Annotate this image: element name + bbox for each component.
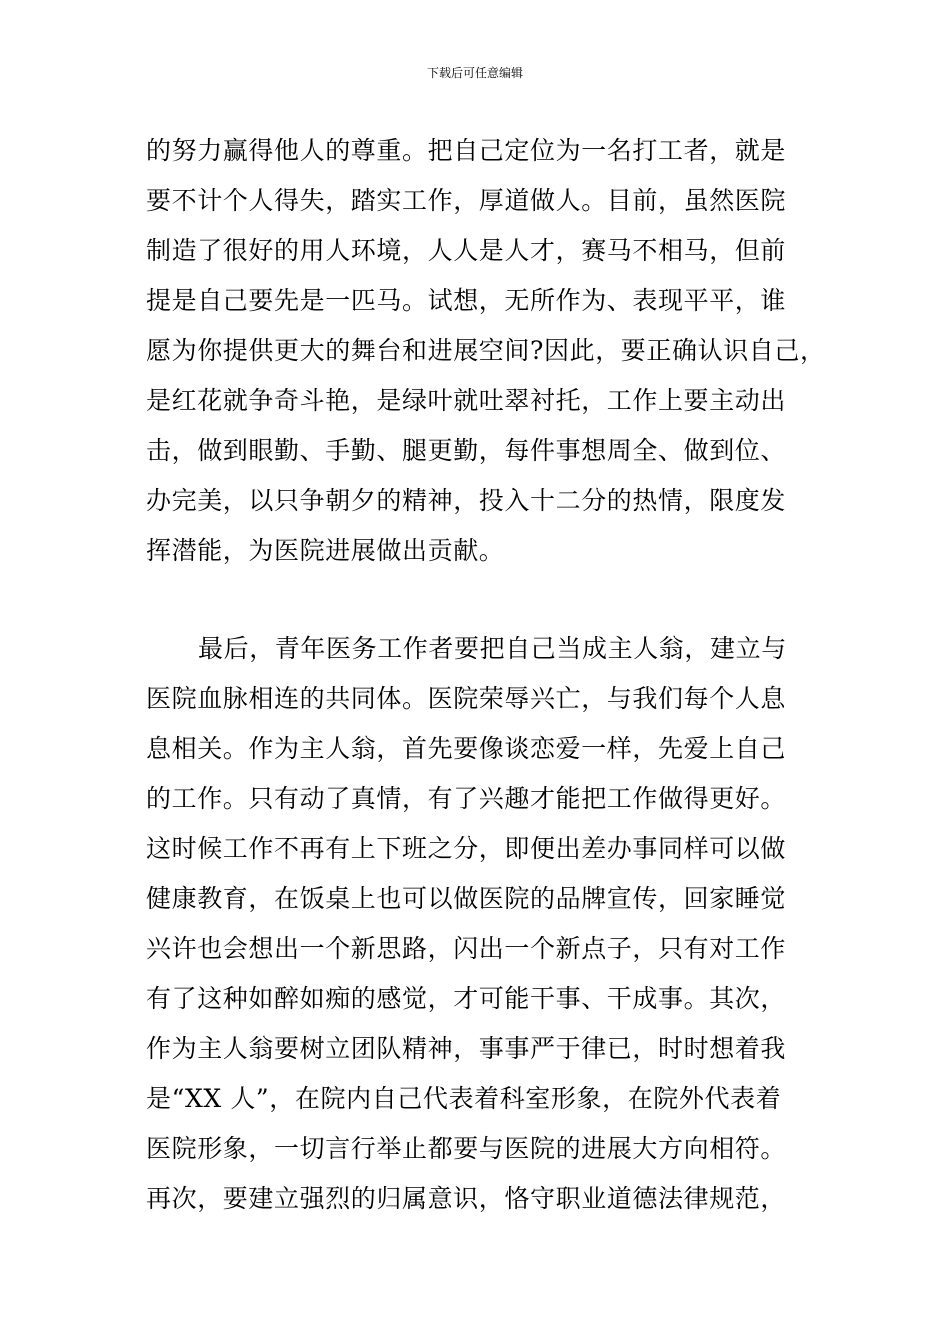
text-line: 的努力赢得他人的尊重。把自己定位为一名打工者，就是 (146, 136, 787, 165)
text-line: 提是自己要先是一匹马。试想，无所作为、表现平平，谁 (146, 286, 787, 315)
text-line: 是红花就争奇斗艳，是绿叶就吐翠衬托，工作上要主动出 (146, 386, 787, 415)
text-line: 医院形象，一切言行举止都要与医院的进展大方向相符。 (146, 1134, 787, 1163)
page-header: 下载后可任意编辑 (426, 66, 523, 80)
text-line: 的工作。只有动了真情，有了兴趣才能把工作做得更好。 (146, 784, 787, 813)
text-line: 再次，要建立强烈的归属意识，恪守职业道德法律规范， (146, 1184, 787, 1213)
text-line: 击，做到眼勤、手勤、腿更勤，每件事想周全、做到位、 (146, 436, 787, 465)
text-line: 是“XX 人”，在院内自己代表着科室形象，在院外代表着 (146, 1084, 782, 1113)
text-line: 兴许也会想出一个新思路，闪出一个新点子，只有对工作 (146, 934, 787, 963)
text-line: 这时候工作不再有上下班之分，即便出差办事同样可以做 (146, 834, 787, 863)
text-line: 要不计个人得失，踏实工作，厚道做人。目前，虽然医院 (146, 186, 787, 215)
text-line: 愿为你提供更大的舞台和进展空间?因此，要正确认识自己， (146, 336, 826, 365)
text-line-first: 最后，青年医务工作者要把自己当成主人翁，建立与 (198, 634, 787, 663)
text-line: 挥潜能，为医院进展做出贡献。 (146, 536, 505, 565)
text-line: 有了这种如醉如痴的感觉，才可能干事、干成事。其次， (146, 984, 787, 1013)
paragraph-1 (146, 126, 826, 576)
document-body (146, 126, 826, 1224)
paragraph-spacer (146, 576, 816, 624)
text-line: 医院血脉相连的共同体。医院荣辱兴亡，与我们每个人息 (146, 684, 787, 713)
text-line: 息相关。作为主人翁，首先要像谈恋爱一样，先爱上自己 (146, 734, 787, 763)
text-line: 健康教育，在饭桌上也可以做医院的品牌宣传，回家睡觉 (146, 884, 787, 913)
text-line: 办完美，以只争朝夕的精神，投入十二分的热情，限度发 (146, 486, 787, 515)
text-line: 制造了很好的用人环境，人人是人才，赛马不相马，但前 (146, 236, 787, 265)
text-line: 作为主人翁要树立团队精神，事事严于律已，时时想着我 (146, 1034, 787, 1063)
paragraph-2 (146, 624, 816, 1224)
